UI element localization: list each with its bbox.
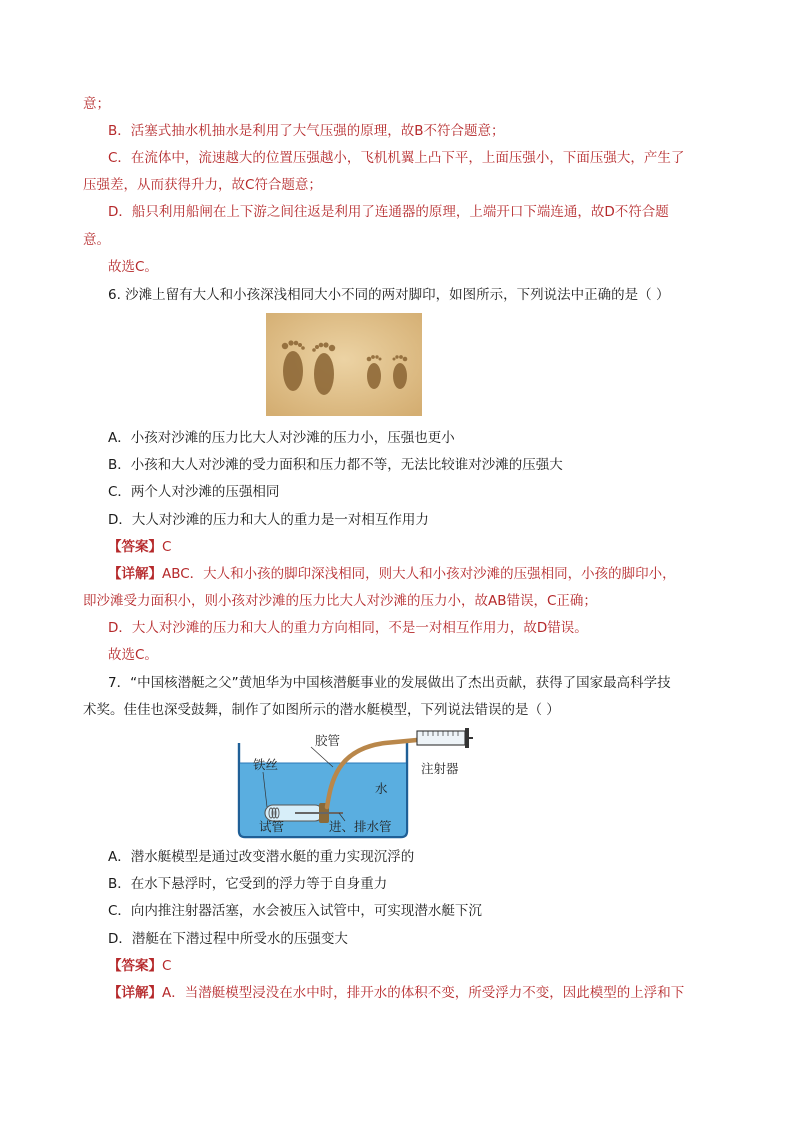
q6-option-a: A．小孩对沙滩的压力比大人对沙滩的压力小，压强也更小	[108, 430, 455, 446]
q7-answer-tag: 【答案】	[108, 958, 162, 974]
label-wire: 铁丝	[253, 757, 279, 772]
q6-option-b: B．小孩和大人对沙滩的受力面积和压力都不等，无法比较谁对沙滩的压强大	[108, 457, 563, 473]
prev-line-d1: D．船只利用船闸在上下游之间往返是利用了连通器的原理，上端开口下端连通，故D不符合题	[108, 204, 669, 220]
q7-option-b: B．在水下悬浮时，它受到的浮力等于自身重力	[108, 876, 388, 892]
footprints-figure	[266, 313, 422, 416]
q6-detail-tag: 【详解】	[108, 566, 162, 582]
q7-stem-1: 7．“中国核潜艇之父”黄旭华为中国核潜艇事业的发展做出了杰出贡献，获得了国家最高科学技	[108, 675, 671, 691]
prev-line-d2: 意。	[83, 232, 110, 248]
q7-detail-text-1: A．当潜艇模型浸没在水中时，排开水的体积不变，所受浮力不变，因此模型的上浮和下	[162, 985, 685, 1001]
prev-line-c1: C．在流体中，流速越大的位置压强越小，飞机机翼上凸下平，上面压强小，下面压强大，产生了	[108, 150, 685, 166]
q7-stem-2: 术奖。佳佳也深受鼓舞，制作了如图所示的潜水艇模型，下列说法错误的是（ ）	[83, 702, 560, 718]
label-water: 水	[375, 781, 388, 796]
prev-line-a-tail: 意；	[83, 96, 110, 112]
q6-answer-value: C	[162, 539, 172, 555]
q7-answer-value: C	[162, 958, 172, 974]
q7-answer	[108, 956, 171, 976]
q6-answer	[108, 537, 171, 557]
prev-choose: 故选C。	[108, 259, 158, 275]
label-hose: 胶管	[315, 733, 341, 748]
q6-option-c: C．两个人对沙滩的压强相同	[108, 484, 280, 500]
submarine-model-figure	[235, 727, 475, 840]
prev-line-b: B．活塞式抽水机抽水是利用了大气压强的原理，故B不符合题意；	[108, 123, 505, 139]
q7-option-d: D．潜艇在下潜过程中所受水的压强变大	[108, 931, 348, 947]
q6-detail-text-1: ABC．大人和小孩的脚印深浅相同，则大人和小孩对沙滩的压强相同，小孩的脚印小，	[162, 566, 676, 582]
q7-detail-1	[108, 983, 684, 1003]
q6-stem: 6. 沙滩上留有大人和小孩深浅相同大小不同的两对脚印，如图所示，下列说法中正确的是（ ）	[108, 287, 670, 303]
q6-detail-3: D．大人对沙滩的压力和大人的重力方向相同，不是一对相互作用力，故D错误。	[108, 620, 588, 636]
label-tube: 试管	[259, 819, 285, 834]
label-syringe: 注射器	[421, 761, 459, 776]
prev-line-c2: 压强差，从而获得升力，故C符合题意；	[83, 177, 322, 193]
q6-answer-tag: 【答案】	[108, 539, 162, 555]
q7-option-a: A．潜水艇模型是通过改变潜水艇的重力实现沉浮的	[108, 849, 415, 865]
q7-option-c: C．向内推注射器活塞，水会被压入试管中，可实现潜水艇下沉	[108, 903, 482, 919]
q6-option-d: D．大人对沙滩的压力和大人的重力是一对相互作用力	[108, 512, 429, 528]
q7-detail-tag: 【详解】	[108, 985, 162, 1001]
q6-detail-2: 即沙滩受力面积小，则小孩对沙滩的压力比大人对沙滩的压力小，故AB错误，C正确；	[83, 593, 597, 609]
q6-detail-1	[108, 564, 676, 584]
syringe-icon	[417, 728, 473, 748]
label-pipe: 进、排水管	[329, 819, 392, 834]
q6-choose: 故选C。	[108, 647, 158, 663]
